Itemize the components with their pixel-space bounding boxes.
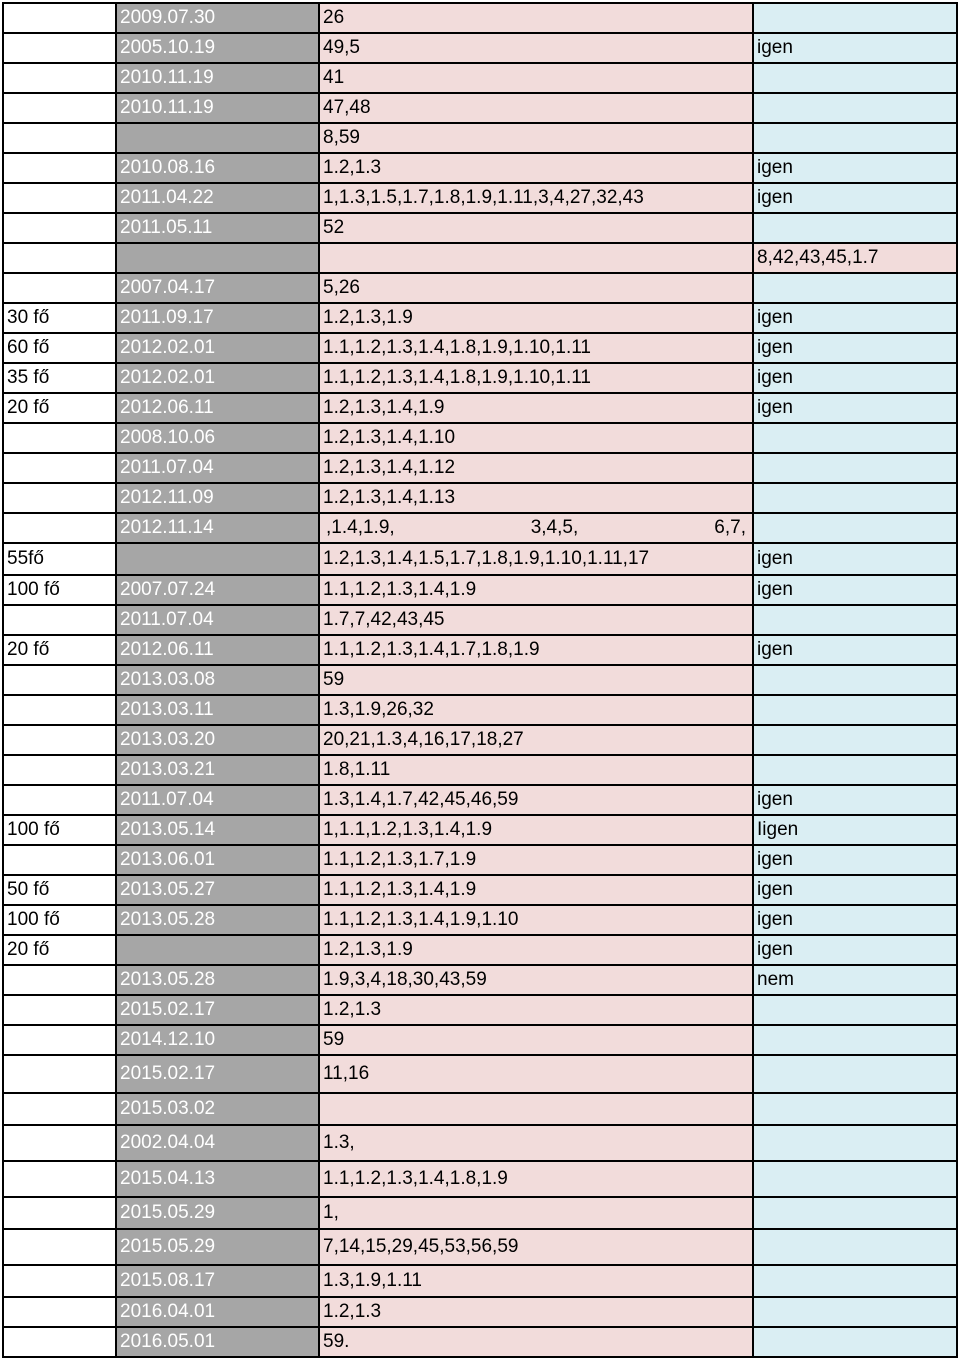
codes-cell[interactable]: 1.2,1.3,1.9 bbox=[319, 303, 753, 333]
table-row bbox=[3, 63, 957, 93]
table-row bbox=[3, 755, 957, 785]
participants-cell[interactable] bbox=[3, 1327, 116, 1357]
codes-cell[interactable] bbox=[319, 1093, 753, 1125]
table-row bbox=[3, 1197, 957, 1229]
codes-cell[interactable]: 1.1,1.2,1.3,1.4,1.8,1.9,1.10,1.11 bbox=[319, 363, 753, 393]
participants-cell[interactable] bbox=[3, 695, 116, 725]
table-row bbox=[3, 965, 957, 995]
codes-cell[interactable]: 11,16 bbox=[319, 1055, 753, 1093]
flag-cell[interactable] bbox=[753, 605, 957, 635]
date-cell[interactable]: 2015.05.29 bbox=[116, 1197, 319, 1229]
table-row bbox=[3, 273, 957, 303]
date-cell[interactable]: 2013.03.08 bbox=[116, 665, 319, 695]
date-cell[interactable]: 2005.10.19 bbox=[116, 33, 319, 63]
participants-cell[interactable]: 60 fő bbox=[3, 333, 116, 363]
flag-cell[interactable] bbox=[753, 273, 957, 303]
participants-cell[interactable] bbox=[3, 1025, 116, 1055]
flag-cell[interactable] bbox=[753, 1229, 957, 1265]
flag-cell[interactable]: igen bbox=[753, 183, 957, 213]
flag-cell[interactable] bbox=[753, 1093, 957, 1125]
date-cell[interactable] bbox=[116, 243, 319, 273]
flag-cell[interactable] bbox=[753, 1327, 957, 1357]
flag-cell[interactable] bbox=[753, 1161, 957, 1197]
codes-cell[interactable]: 1.2,1.3,1.4,1.12 bbox=[319, 453, 753, 483]
codes-cell[interactable]: 41 bbox=[319, 63, 753, 93]
date-cell[interactable]: 2011.09.17 bbox=[116, 303, 319, 333]
date-cell[interactable]: 2015.02.17 bbox=[116, 1055, 319, 1093]
codes-cell[interactable]: 26 bbox=[319, 3, 753, 33]
participants-cell[interactable] bbox=[3, 153, 116, 183]
table-row bbox=[3, 1125, 957, 1161]
date-cell[interactable]: 2015.08.17 bbox=[116, 1265, 319, 1297]
codes-cell[interactable]: 59. bbox=[319, 1327, 753, 1357]
table-row bbox=[3, 243, 957, 273]
table-row bbox=[3, 1327, 957, 1357]
participants-cell[interactable] bbox=[3, 1265, 116, 1297]
date-cell[interactable]: 2015.02.17 bbox=[116, 995, 319, 1025]
table-row bbox=[3, 543, 957, 575]
flag-cell[interactable] bbox=[753, 1265, 957, 1297]
table-row bbox=[3, 905, 957, 935]
date-cell[interactable]: 2012.06.11 bbox=[116, 393, 319, 423]
table-row bbox=[3, 605, 957, 635]
codes-cell[interactable]: 49,5 bbox=[319, 33, 753, 63]
flag-cell[interactable] bbox=[753, 1125, 957, 1161]
date-cell[interactable]: 2011.07.04 bbox=[116, 453, 319, 483]
codes-cell[interactable]: 1.2,1.3,1.9 bbox=[319, 935, 753, 965]
date-cell[interactable]: 2015.03.02 bbox=[116, 1093, 319, 1125]
flag-cell[interactable]: igen bbox=[753, 363, 957, 393]
codes-cell[interactable]: 1,1.1,1.2,1.3,1.4,1.9 bbox=[319, 815, 753, 845]
codes-cell[interactable] bbox=[319, 243, 753, 273]
date-cell[interactable]: 2002.04.04 bbox=[116, 1125, 319, 1161]
participants-cell[interactable] bbox=[3, 93, 116, 123]
flag-cell[interactable] bbox=[753, 1025, 957, 1055]
participants-cell[interactable] bbox=[3, 243, 116, 273]
codes-cell[interactable]: 5,26 bbox=[319, 273, 753, 303]
date-cell[interactable]: 2007.04.17 bbox=[116, 273, 319, 303]
participants-cell[interactable] bbox=[3, 183, 116, 213]
codes-cell[interactable]: 1.1,1.2,1.3,1.4,1.7,1.8,1.9 bbox=[319, 635, 753, 665]
codes-cell-parts bbox=[323, 517, 749, 539]
participants-cell[interactable] bbox=[3, 605, 116, 635]
table-row bbox=[3, 1055, 957, 1093]
date-cell[interactable]: 2011.04.22 bbox=[116, 183, 319, 213]
date-cell[interactable]: 2012.02.01 bbox=[116, 333, 319, 363]
table-row bbox=[3, 725, 957, 755]
participants-cell[interactable] bbox=[3, 513, 116, 543]
codes-cell[interactable]: 1.2,1.3,1.4,1.9 bbox=[319, 393, 753, 423]
table-row bbox=[3, 33, 957, 63]
date-cell[interactable]: 2014.12.10 bbox=[116, 1025, 319, 1055]
participants-cell[interactable] bbox=[3, 995, 116, 1025]
flag-cell[interactable] bbox=[753, 63, 957, 93]
codes-cell[interactable]: 52 bbox=[319, 213, 753, 243]
table-row bbox=[3, 1093, 957, 1125]
participants-cell[interactable] bbox=[3, 483, 116, 513]
date-cell[interactable]: 2008.10.06 bbox=[116, 423, 319, 453]
codes-cell[interactable]: 7,14,15,29,45,53,56,59 bbox=[319, 1229, 753, 1265]
flag-cell[interactable] bbox=[753, 1055, 957, 1093]
participants-cell[interactable] bbox=[3, 123, 116, 153]
date-cell[interactable]: 2010.11.19 bbox=[116, 93, 319, 123]
date-cell[interactable]: 2013.03.21 bbox=[116, 755, 319, 785]
data-table bbox=[2, 2, 958, 1358]
table-row bbox=[3, 1161, 957, 1197]
flag-cell[interactable]: igen bbox=[753, 905, 957, 935]
flag-cell[interactable] bbox=[753, 695, 957, 725]
codes-cell[interactable]: 1.8,1.11 bbox=[319, 755, 753, 785]
codes-cell[interactable]: 1.2,1.3,1.4,1.5,1.7,1.8,1.9,1.10,1.11,17 bbox=[319, 543, 753, 575]
participants-cell[interactable] bbox=[3, 1229, 116, 1265]
flag-cell[interactable]: igen bbox=[753, 935, 957, 965]
codes-part: 3,4,5, bbox=[530, 517, 579, 538]
participants-cell[interactable] bbox=[3, 63, 116, 93]
codes-cell[interactable]: 59 bbox=[319, 1025, 753, 1055]
flag-cell[interactable]: igen bbox=[753, 33, 957, 63]
date-cell[interactable]: 2012.11.09 bbox=[116, 483, 319, 513]
participants-cell[interactable] bbox=[3, 725, 116, 755]
flag-cell[interactable] bbox=[753, 3, 957, 33]
date-cell[interactable]: 2015.04.13 bbox=[116, 1161, 319, 1197]
codes-cell[interactable]: 1,1.3,1.5,1.7,1.8,1.9,1.11,3,4,27,32,43 bbox=[319, 183, 753, 213]
codes-cell[interactable]: 1.1,1.2,1.3,1.4,1.9 bbox=[319, 875, 753, 905]
table-row bbox=[3, 815, 957, 845]
participants-cell[interactable]: 50 fő bbox=[3, 875, 116, 905]
flag-cell[interactable] bbox=[753, 423, 957, 453]
table-row bbox=[3, 3, 957, 33]
table-row bbox=[3, 845, 957, 875]
participants-cell[interactable]: 100 fő bbox=[3, 575, 116, 605]
participants-cell[interactable]: 35 fő bbox=[3, 363, 116, 393]
codes-cell[interactable]: 1.3, bbox=[319, 1125, 753, 1161]
codes-cell[interactable]: 1.1,1.2,1.3,1.4,1.9 bbox=[319, 575, 753, 605]
participants-cell[interactable] bbox=[3, 213, 116, 243]
table-row bbox=[3, 995, 957, 1025]
flag-cell[interactable]: igen bbox=[753, 875, 957, 905]
flag-cell[interactable] bbox=[753, 513, 957, 543]
flag-cell[interactable] bbox=[753, 453, 957, 483]
table-row bbox=[3, 695, 957, 725]
participants-cell[interactable]: 20 fő bbox=[3, 635, 116, 665]
date-cell[interactable]: 2016.04.01 bbox=[116, 1297, 319, 1327]
participants-cell[interactable] bbox=[3, 453, 116, 483]
codes-cell[interactable]: 1.2,1.3 bbox=[319, 1297, 753, 1327]
flag-cell[interactable]: nem bbox=[753, 965, 957, 995]
date-cell[interactable]: 2007.07.24 bbox=[116, 575, 319, 605]
table-row bbox=[3, 875, 957, 905]
table-row bbox=[3, 575, 957, 605]
flag-cell[interactable] bbox=[753, 665, 957, 695]
date-cell[interactable]: 2012.06.11 bbox=[116, 635, 319, 665]
date-cell[interactable]: 2013.05.28 bbox=[116, 965, 319, 995]
participants-cell[interactable] bbox=[3, 1125, 116, 1161]
codes-cell[interactable]: 1.1,1.2,1.3,1.4,1.8,1.9,1.10,1.11 bbox=[319, 333, 753, 363]
participants-cell[interactable] bbox=[3, 1055, 116, 1093]
table-row bbox=[3, 665, 957, 695]
date-cell[interactable]: 2015.05.29 bbox=[116, 1229, 319, 1265]
participants-cell[interactable] bbox=[3, 3, 116, 33]
date-cell[interactable]: 2013.05.14 bbox=[116, 815, 319, 845]
participants-cell[interactable] bbox=[3, 1093, 116, 1125]
participants-cell[interactable] bbox=[3, 845, 116, 875]
codes-cell[interactable]: 1.3,1.9,26,32 bbox=[319, 695, 753, 725]
table-row bbox=[3, 153, 957, 183]
date-cell[interactable]: 2010.11.19 bbox=[116, 63, 319, 93]
date-cell[interactable] bbox=[116, 123, 319, 153]
participants-cell[interactable]: 20 fő bbox=[3, 935, 116, 965]
codes-cell[interactable]: 1.3,1.4,1.7,42,45,46,59 bbox=[319, 785, 753, 815]
table-row bbox=[3, 513, 957, 543]
date-cell[interactable]: 2016.05.01 bbox=[116, 1327, 319, 1357]
codes-cell[interactable]: 1.2,1.3 bbox=[319, 153, 753, 183]
date-cell[interactable]: 2013.03.11 bbox=[116, 695, 319, 725]
participants-cell[interactable] bbox=[3, 755, 116, 785]
table-row bbox=[3, 1297, 957, 1327]
table-row bbox=[3, 1229, 957, 1265]
flag-cell[interactable] bbox=[753, 1197, 957, 1229]
flag-cell[interactable]: igen bbox=[753, 575, 957, 605]
participants-cell[interactable]: 20 fő bbox=[3, 393, 116, 423]
codes-cell[interactable]: 1.7,7,42,43,45 bbox=[319, 605, 753, 635]
table-row bbox=[3, 213, 957, 243]
flag-cell[interactable]: igen bbox=[753, 543, 957, 575]
flag-cell[interactable] bbox=[753, 123, 957, 153]
codes-cell[interactable]: 8,59 bbox=[319, 123, 753, 153]
flag-cell[interactable] bbox=[753, 995, 957, 1025]
table-row bbox=[3, 123, 957, 153]
date-cell[interactable]: 2012.11.14 bbox=[116, 513, 319, 543]
table-row bbox=[3, 93, 957, 123]
codes-cell[interactable]: 1.1,1.2,1.3,1.7,1.9 bbox=[319, 845, 753, 875]
table-row bbox=[3, 1025, 957, 1055]
codes-cell[interactable]: 1.2,1.3 bbox=[319, 995, 753, 1025]
flag-cell[interactable] bbox=[753, 725, 957, 755]
participants-cell[interactable] bbox=[3, 273, 116, 303]
date-cell[interactable]: 2013.05.28 bbox=[116, 905, 319, 935]
date-cell[interactable]: 2012.02.01 bbox=[116, 363, 319, 393]
codes-cell[interactable]: 1.3,1.9,1.11 bbox=[319, 1265, 753, 1297]
flag-cell[interactable] bbox=[753, 1297, 957, 1327]
date-cell[interactable]: 2011.07.04 bbox=[116, 605, 319, 635]
participants-cell[interactable]: 55fő bbox=[3, 543, 116, 575]
flag-cell[interactable]: igen bbox=[753, 785, 957, 815]
table-row bbox=[3, 333, 957, 363]
codes-cell[interactable]: 1.2,1.3,1.4,1.13 bbox=[319, 483, 753, 513]
participants-cell[interactable] bbox=[3, 1161, 116, 1197]
participants-cell[interactable] bbox=[3, 1197, 116, 1229]
table-row bbox=[3, 635, 957, 665]
table-row bbox=[3, 393, 957, 423]
participants-cell[interactable] bbox=[3, 965, 116, 995]
participants-cell[interactable] bbox=[3, 665, 116, 695]
codes-cell[interactable]: 1.2,1.3,1.4,1.10 bbox=[319, 423, 753, 453]
flag-cell[interactable]: igen bbox=[753, 333, 957, 363]
date-cell[interactable]: 2011.05.11 bbox=[116, 213, 319, 243]
flag-cell[interactable] bbox=[753, 213, 957, 243]
table-row bbox=[3, 363, 957, 393]
date-cell[interactable]: 2010.08.16 bbox=[116, 153, 319, 183]
codes-cell[interactable]: 1.9,3,4,18,30,43,59 bbox=[319, 965, 753, 995]
date-cell[interactable]: 2009.07.30 bbox=[116, 3, 319, 33]
table-row bbox=[3, 303, 957, 333]
flag-cell[interactable] bbox=[753, 483, 957, 513]
participants-cell[interactable] bbox=[3, 1297, 116, 1327]
table-row bbox=[3, 1265, 957, 1297]
date-cell[interactable]: 2011.07.04 bbox=[116, 785, 319, 815]
flag-cell[interactable] bbox=[753, 755, 957, 785]
participants-cell[interactable]: 100 fő bbox=[3, 905, 116, 935]
participants-cell[interactable] bbox=[3, 33, 116, 63]
codes-cell[interactable]: 1.1,1.2,1.3,1.4,1.9,1.10 bbox=[319, 905, 753, 935]
participants-cell[interactable] bbox=[3, 785, 116, 815]
codes-cell[interactable]: 1.1,1.2,1.3,1.4,1.8,1.9 bbox=[319, 1161, 753, 1197]
participants-cell[interactable]: 100 fő bbox=[3, 815, 116, 845]
flag-cell[interactable]: igen bbox=[753, 845, 957, 875]
flag-cell[interactable]: igen bbox=[753, 393, 957, 423]
codes-part: 6,7, bbox=[714, 517, 746, 538]
flag-cell[interactable] bbox=[753, 93, 957, 123]
codes-cell[interactable]: 47,48 bbox=[319, 93, 753, 123]
table-row bbox=[3, 483, 957, 513]
table-row bbox=[3, 785, 957, 815]
codes-cell[interactable]: 20,21,1.3,4,16,17,18,27 bbox=[319, 725, 753, 755]
date-cell[interactable]: 2013.03.20 bbox=[116, 725, 319, 755]
codes-cell[interactable] bbox=[319, 513, 753, 543]
flag-cell[interactable]: igen bbox=[753, 153, 957, 183]
participants-cell[interactable]: 30 fő bbox=[3, 303, 116, 333]
date-cell[interactable]: 2013.06.01 bbox=[116, 845, 319, 875]
date-cell[interactable] bbox=[116, 543, 319, 575]
flag-cell[interactable]: 8,42,43,45,1.7 bbox=[753, 243, 957, 273]
table-row bbox=[3, 423, 957, 453]
codes-part: ,1.4,1.9, bbox=[326, 517, 395, 538]
flag-cell[interactable]: Iigen bbox=[753, 815, 957, 845]
flag-cell[interactable]: igen bbox=[753, 303, 957, 333]
table-row bbox=[3, 935, 957, 965]
table-row bbox=[3, 453, 957, 483]
date-cell[interactable]: 2013.05.27 bbox=[116, 875, 319, 905]
flag-cell[interactable]: igen bbox=[753, 635, 957, 665]
participants-cell[interactable] bbox=[3, 423, 116, 453]
codes-cell[interactable]: 1, bbox=[319, 1197, 753, 1229]
date-cell[interactable] bbox=[116, 935, 319, 965]
table-row bbox=[3, 183, 957, 213]
codes-cell[interactable]: 59 bbox=[319, 665, 753, 695]
